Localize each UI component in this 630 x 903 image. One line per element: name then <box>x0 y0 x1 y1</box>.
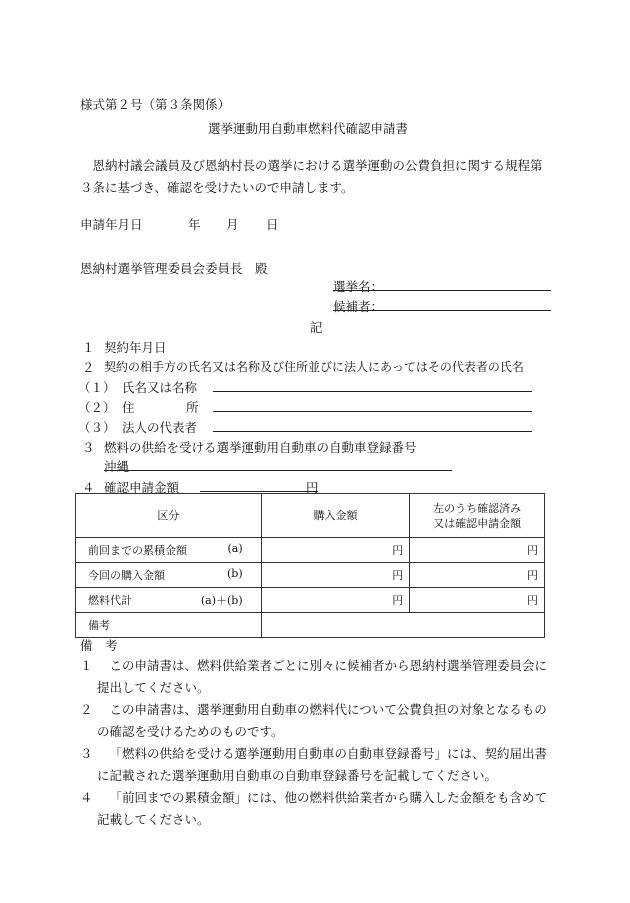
note-1 <box>80 655 550 699</box>
remarks-cell[interactable] <box>261 613 544 638</box>
item-3-num: ３ <box>82 440 95 455</box>
note-2-num: ２ <box>80 702 93 717</box>
header-category: 区分 <box>76 494 262 538</box>
note-4 <box>80 787 550 831</box>
date-label: 申請年月日 <box>80 217 143 232</box>
form-number: 様式第２号（第３条関係） <box>80 97 231 112</box>
note-3-text: 「燃料の供給を受ける選挙運動用自動車の自動車登録番号」には、契約届出書に記載された選挙運動用自動車の自動車登録番号を記載してください。 <box>97 746 548 783</box>
sub-1-num: （１） <box>78 380 116 395</box>
sub-1-text: 氏名又は名称 <box>122 380 198 395</box>
remarks-title: 備 考 <box>80 638 118 653</box>
row-label-text: 燃料代計 <box>88 594 132 607</box>
document-title: 選挙運動用自動車燃料代確認申請書 <box>208 121 409 136</box>
representative-field[interactable] <box>213 431 532 432</box>
sub-3-num: （３） <box>78 420 116 435</box>
note-4-text: 「前回までの累積金額」には、他の燃料供給業者から購入した金額をも含めて記載してください。 <box>97 790 548 827</box>
amount-table <box>75 493 545 638</box>
row-label-text: 備考 <box>88 619 110 632</box>
date-month: 月 <box>226 217 239 232</box>
plate-number-field[interactable] <box>104 470 452 471</box>
header-confirmed-line1: 左のうち確認済み <box>433 501 522 515</box>
intro-text: 恩納村議会議員及び恩納村長の選挙における選挙運動の公費負担に関する規程第３条に基づき、確認を受けたいので申請します。 <box>80 158 543 195</box>
date-day: 日 <box>266 217 279 232</box>
candidate-field[interactable] <box>333 310 551 311</box>
table-row <box>76 563 545 588</box>
row-label-text: 前回までの累積金額 <box>88 544 187 557</box>
plate-prefix: 沖縄 <box>104 459 130 474</box>
item-3-text: 燃料の供給を受ける選挙運動用自動車の自動車登録番号 <box>104 440 417 455</box>
purchase-cell[interactable]: 円 <box>261 588 410 613</box>
ki-marker: 記 <box>310 320 323 335</box>
row-label <box>76 613 262 638</box>
row-label <box>76 538 262 563</box>
item-4-num: ４ <box>82 480 95 495</box>
candidate-label: 候補者： <box>333 299 384 314</box>
election-name-field[interactable] <box>333 290 551 291</box>
row-label <box>76 588 262 613</box>
purchase-cell[interactable]: 円 <box>261 563 410 588</box>
date-year: 年 <box>188 217 201 232</box>
note-3-num: ３ <box>80 746 93 761</box>
election-name-label: 選挙名： <box>333 279 384 294</box>
sub-2-num: （２） <box>78 400 116 415</box>
note-4-num: ４ <box>80 790 93 805</box>
row-tag: (b) <box>227 567 243 580</box>
item-2-num: ２ <box>82 360 95 375</box>
name-field[interactable] <box>213 391 532 392</box>
header-confirmed-amount <box>410 494 545 538</box>
table-row <box>76 538 545 563</box>
table-row <box>76 588 545 613</box>
item-1-text: 契約年月日 <box>104 340 167 355</box>
confirmed-cell[interactable]: 円 <box>410 563 545 588</box>
item-1-num: １ <box>82 340 95 355</box>
amount-unit: 円 <box>306 480 319 495</box>
row-tag: (a) <box>227 542 243 555</box>
note-2-text: この申請書は、選挙運動用自動車の燃料代について公費負担の対象となるものの確認を受けるためのものです。 <box>97 702 547 739</box>
address-field[interactable] <box>213 411 532 412</box>
header-confirmed-line2: 又は確認申請金額 <box>433 516 522 530</box>
confirmed-cell[interactable]: 円 <box>410 538 545 563</box>
sub-3-text: 法人の代表者 <box>122 420 198 435</box>
row-tag: (a)＋(b) <box>200 594 243 607</box>
amount-field[interactable] <box>200 491 318 492</box>
item-2-text: 契約の相手方の氏名又は名称及び住所並びに法人にあってはその代表者の氏名 <box>104 360 524 374</box>
confirmed-cell[interactable]: 円 <box>410 588 545 613</box>
note-2 <box>80 699 550 743</box>
addressee: 恩納村選挙管理委員会委員長 殿 <box>80 261 268 276</box>
note-3 <box>80 743 550 787</box>
item-4-text: 確認申請金額 <box>104 480 180 495</box>
table-row <box>76 613 545 638</box>
note-1-num: １ <box>80 658 93 673</box>
row-label <box>76 563 262 588</box>
purchase-cell[interactable]: 円 <box>261 538 410 563</box>
row-label-text: 今回の購入金額 <box>88 569 165 582</box>
note-1-text: この申請書は、燃料供給業者ごとに別々に候補者から恩納村選挙管理委員会に提出してください。 <box>97 658 548 695</box>
sub-2-text-b: 所 <box>186 400 199 415</box>
sub-2-text-a: 住 <box>122 400 135 415</box>
header-purchase-amount: 購入金額 <box>261 494 410 538</box>
